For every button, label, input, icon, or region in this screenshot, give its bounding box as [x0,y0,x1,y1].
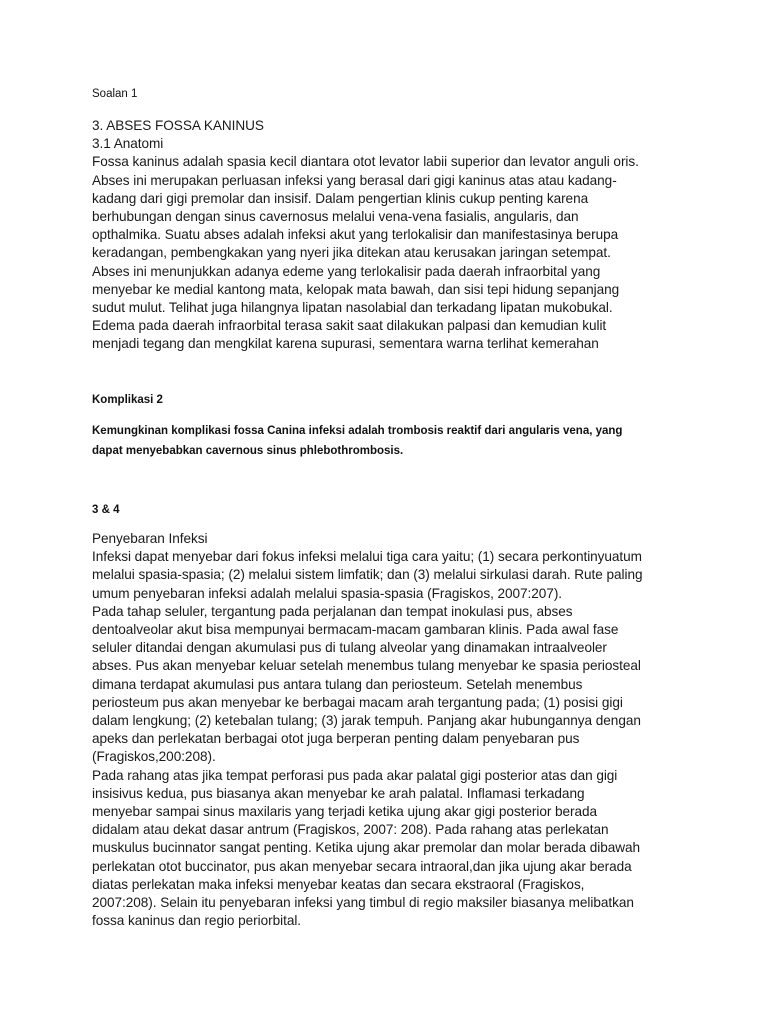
text-line: fossa kaninus dan regio periorbital. [92,913,302,929]
text-line: Abses ini menunjukkan adanya edeme yang terlokalisir pada daerah infraorbital yang [92,263,601,279]
text-line: dentoalveolar akut bisa mempunyai bermacam-macam gambaran klinis. Pada awal fase [92,622,619,638]
text-line: 2007:208). Selain itu penyebaran infeksi yang timbul di regio maksiler biasanya melibatkan [92,895,634,911]
text-line: Abses ini merupakan perluasan infeksi yang berasal dari gigi kaninus atas atau kadang- [92,172,617,188]
section-heading-soalan-1 [92,88,692,100]
section-label: Soalan 1 [92,88,138,100]
text-line: Infeksi dapat menyebar dari fokus infeksi melalui tiga cara yaitu; (1) secara perkontinyuatum [92,549,642,565]
text-line: Pada tahap seluler, tergantung pada perjalanan dan tempat inokulasi pus, abses [92,603,573,619]
text-line: Penyebaran Infeksi [92,531,208,546]
text-line: menyebar sampai sinus maxilaris yang terjadi ketika ujung akar gigi posterior berada [92,804,598,820]
text-line: opthalmika. Suatu abses adalah infeksi akut yang terlokalisir dan manifestasinya berupa [92,227,619,243]
text-line: menyebar ke medial kantong mata, kelopak mata bawah, dan sisi tepi hidung sepanjang [92,281,620,297]
text-line: seluler ditandai dengan akumulasi pus di tulang alveolar yang dinamakan intraalveoler [92,640,607,656]
text-line: diatas perlekatan maka infeksi menyebar keatas dan secara ekstraoral (Fragiskos, [92,876,585,892]
section-label: 3 & 4 [92,504,120,516]
text-line: muskulus bucinnator sangat penting. Ketika ujung akar premolar dan molar berada dibawah [92,840,641,856]
text-line: kadang dari gigi premolar dan insisif. Dalam pengertian klinis cukup penting karena [92,190,589,206]
section-heading-3-and-4 [92,500,692,520]
text-line: insisivus kedua, pus biasanya akan menyebar ke arah palatal. Inflamasi terkadang [92,785,585,801]
text-line: dimana terdapat akumulasi pus antara tulang dan periosteum. Setelah menembus [92,676,583,692]
text-line: menjadi tegang dan mengkilat karena supurasi, sementara warna terlihat kemerahan [92,336,599,352]
text-line: Fossa kaninus adalah spasia kecil diantara otot levator labii superior dan levator anguli oris. [92,154,639,170]
section-heading-komplikasi-2 [92,390,692,410]
text-line: dalam lengkung; (2) ketebalan tulang; (3) jarak tempuh. Panjang akar hubungannya dengan [92,713,641,729]
section-label: Komplikasi 2 [92,394,163,406]
text-line: periosteum pus akan menyebar ke berbagai macam arah tergantung pada; (1) posisi gigi [92,694,623,710]
text-line: Kemungkinan komplikasi fossa Canina infeksi adalah trombosis reaktif dari angularis vena, yang [92,425,623,437]
text-line: Pada rahang atas jika tempat perforasi pus pada akar palatal gigi posterior atas dan gigi [92,767,618,783]
text-line: sudut mulut. Telihat juga hilangnya lipatan nasolabial dan terkadang lipatan mukobukal. [92,300,613,316]
text-line: apeks dan perlekatan berbagai otot juga berperan penting dalam penyebaran pus [92,731,580,747]
section-body-komplikasi [92,421,692,461]
text-line: umum penyebaran infeksi adalah melalui spasia-spasia (Fragiskos, 2007:207). [92,585,563,601]
section-body-penyebaran-infeksi [92,530,692,930]
text-line: (Fragiskos,200:208). [92,749,216,765]
text-line: abses. Pus akan menyebar keluar setelah menembus tulang menyebar ke spasia periosteal [92,658,641,674]
text-line: melalui spasia-spasia; (2) melalui sistem limfatik; dan (3) melalui sirkulasi darah. Rute paling [92,567,643,583]
text-line: 3. ABSES FOSSA KANINUS [92,118,264,133]
text-line: dapat menyebabkan cavernous sinus phlebothrombosis. [92,445,404,457]
section-body-abses-fossa-kaninus [92,117,692,354]
text-line: 3.1 Anatomi [92,136,164,152]
text-line: didalam atau dekat dasar antrum (Fragiskos, 2007: 208). Pada rahang atas perlekatan [92,822,609,838]
text-line: keradangan, pembengkakan yang nyeri jika ditekan atau kerusakan jaringan setempat. [92,245,611,261]
text-line: Edema pada daerah infraorbital terasa sakit saat dilakukan palpasi dan kemudian kulit [92,318,607,334]
text-line: berhubungan dengan sinus cavernosus melalui vena-vena fasialis, angularis, dan [92,209,579,225]
text-line: perlekatan otot buccinator, pus akan menyebar secara intraoral,dan jika ujung akar berada [92,858,632,874]
